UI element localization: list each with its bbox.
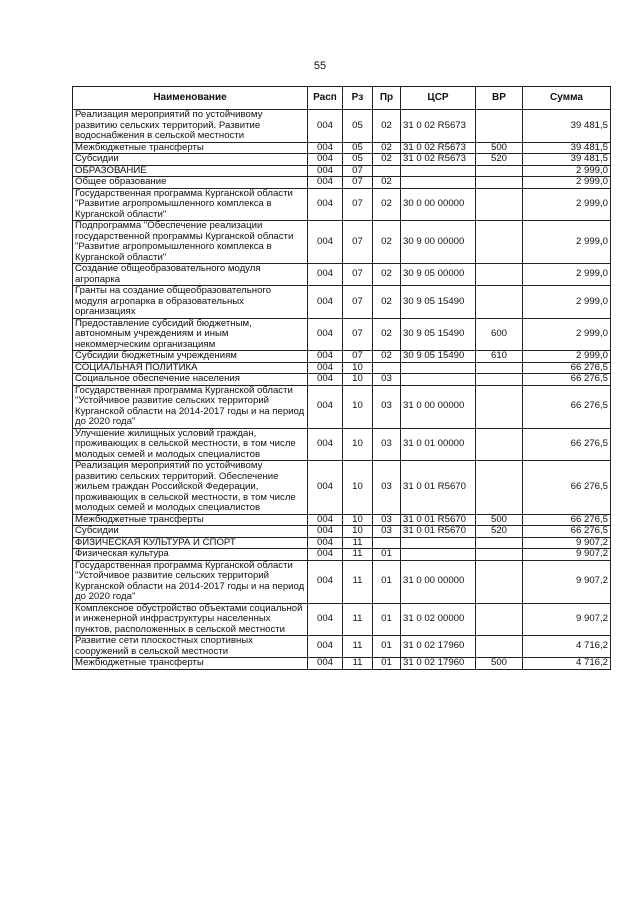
header-name: Наименование (73, 87, 308, 110)
table-header-row (73, 87, 611, 110)
table-row (73, 385, 611, 428)
cell-rasp: 004 (308, 351, 343, 363)
table-row (73, 362, 611, 374)
cell-rasp: 004 (308, 636, 343, 658)
cell-rz: 11 (343, 537, 373, 549)
cell-name: Субсидии (73, 526, 308, 538)
cell-rasp: 004 (308, 264, 343, 286)
cell-pr: 02 (373, 286, 401, 319)
cell-name: Межбюджетные трансферты (73, 514, 308, 526)
table-row (73, 537, 611, 549)
cell-sum: 2 999,0 (523, 286, 611, 319)
cell-csr: 31 0 02 R5673 (401, 154, 476, 166)
cell-sum: 2 999,0 (523, 221, 611, 264)
cell-rz: 05 (343, 142, 373, 154)
table-row (73, 658, 611, 670)
cell-csr (401, 549, 476, 561)
table-row (73, 318, 611, 351)
cell-rasp: 004 (308, 514, 343, 526)
cell-rasp: 004 (308, 221, 343, 264)
cell-rz: 07 (343, 286, 373, 319)
cell-vr (476, 537, 523, 549)
cell-pr: 03 (373, 526, 401, 538)
cell-pr: 03 (373, 374, 401, 386)
cell-csr: 31 0 01 R5670 (401, 526, 476, 538)
cell-csr: 31 0 00 00000 (401, 385, 476, 428)
cell-rz: 07 (343, 165, 373, 177)
cell-csr: 31 0 02 17960 (401, 636, 476, 658)
cell-name: СОЦИАЛЬНАЯ ПОЛИТИКА (73, 362, 308, 374)
cell-rz: 10 (343, 374, 373, 386)
cell-vr (476, 374, 523, 386)
cell-pr: 03 (373, 385, 401, 428)
table-row (73, 154, 611, 166)
cell-rasp: 004 (308, 362, 343, 374)
cell-rasp: 004 (308, 165, 343, 177)
table-row (73, 526, 611, 538)
cell-csr: 31 0 01 R5670 (401, 514, 476, 526)
table-row (73, 428, 611, 461)
cell-csr: 31 0 02 17960 (401, 658, 476, 670)
cell-sum: 2 999,0 (523, 188, 611, 221)
cell-name: Государственная программа Курганской области "Устойчивое развитие сельских территорий Курганской области на 2014-2017 годы и на период до 2020 года" (73, 385, 308, 428)
cell-pr: 02 (373, 110, 401, 143)
cell-pr: 03 (373, 428, 401, 461)
cell-pr: 02 (373, 142, 401, 154)
table-row (73, 264, 611, 286)
cell-sum: 9 907,2 (523, 537, 611, 549)
cell-sum: 4 716,2 (523, 658, 611, 670)
cell-name: Субсидии бюджетным учреждениям (73, 351, 308, 363)
cell-name: Реализация мероприятий по устойчивому развитию сельских территорий. Обеспечение жильем граждан Российской Федерации, проживающих в сельской местности, в том числе молодых семей и молодых специалистов (73, 461, 308, 515)
cell-vr (476, 286, 523, 319)
cell-name: Комплексное обустройство объектами социальной и инженерной инфраструктуры населенных пунктов, расположенных в сельской местности (73, 603, 308, 636)
cell-rz: 10 (343, 362, 373, 374)
cell-sum: 66 276,5 (523, 526, 611, 538)
cell-csr (401, 537, 476, 549)
cell-rasp: 004 (308, 142, 343, 154)
cell-vr (476, 603, 523, 636)
cell-vr (476, 362, 523, 374)
cell-rasp: 004 (308, 188, 343, 221)
table-row (73, 110, 611, 143)
cell-rz: 10 (343, 461, 373, 515)
cell-pr: 02 (373, 221, 401, 264)
cell-rz: 11 (343, 658, 373, 670)
cell-pr: 01 (373, 658, 401, 670)
cell-sum: 66 276,5 (523, 362, 611, 374)
cell-pr: 03 (373, 461, 401, 515)
cell-pr: 01 (373, 603, 401, 636)
header-rasp: Расп (308, 87, 343, 110)
cell-pr: 02 (373, 351, 401, 363)
cell-rz: 07 (343, 221, 373, 264)
cell-rasp: 004 (308, 658, 343, 670)
cell-sum: 2 999,0 (523, 318, 611, 351)
table-row (73, 351, 611, 363)
cell-rasp: 004 (308, 154, 343, 166)
cell-pr: 01 (373, 549, 401, 561)
header-vr: ВР (476, 87, 523, 110)
table-row (73, 636, 611, 658)
cell-rz: 11 (343, 549, 373, 561)
cell-sum: 66 276,5 (523, 428, 611, 461)
cell-vr: 500 (476, 514, 523, 526)
table-row (73, 177, 611, 189)
cell-name: Государственная программа Курганской области "Развитие агропромышленного комплекса в Курганской области" (73, 188, 308, 221)
cell-rz: 11 (343, 603, 373, 636)
cell-rz: 11 (343, 636, 373, 658)
cell-csr: 31 0 01 00000 (401, 428, 476, 461)
cell-name: Реализация мероприятий по устойчивому развитию сельских территорий. Развитие водоснабжения в сельской местности (73, 110, 308, 143)
cell-rz: 07 (343, 351, 373, 363)
cell-sum: 2 999,0 (523, 165, 611, 177)
cell-vr (476, 549, 523, 561)
cell-csr: 30 9 05 15490 (401, 318, 476, 351)
cell-csr: 31 0 02 R5673 (401, 110, 476, 143)
cell-name: Межбюджетные трансферты (73, 142, 308, 154)
cell-csr (401, 177, 476, 189)
cell-sum: 39 481,5 (523, 142, 611, 154)
cell-csr: 31 0 02 R5673 (401, 142, 476, 154)
cell-csr: 31 0 00 00000 (401, 560, 476, 603)
cell-sum: 9 907,2 (523, 549, 611, 561)
cell-rasp: 004 (308, 110, 343, 143)
cell-pr: 01 (373, 636, 401, 658)
cell-rz: 10 (343, 526, 373, 538)
cell-sum: 4 716,2 (523, 636, 611, 658)
cell-name: Подпрограмма "Обеспечение реализации государственной программы Курганской области "Развитие агропромышленного комплекса в Курганской области" (73, 221, 308, 264)
cell-vr (476, 636, 523, 658)
cell-pr: 02 (373, 318, 401, 351)
cell-rasp: 004 (308, 385, 343, 428)
cell-sum: 39 481,5 (523, 154, 611, 166)
cell-vr: 500 (476, 142, 523, 154)
cell-rasp: 004 (308, 461, 343, 515)
cell-csr (401, 165, 476, 177)
cell-name: Предоставление субсидий бюджетным, автономным учреждениям и иным некоммерческим организациям (73, 318, 308, 351)
cell-vr (476, 428, 523, 461)
cell-csr: 30 9 05 00000 (401, 264, 476, 286)
cell-vr (476, 385, 523, 428)
cell-csr: 30 9 05 15490 (401, 351, 476, 363)
cell-name: ОБРАЗОВАНИЕ (73, 165, 308, 177)
table-row (73, 549, 611, 561)
cell-pr: 02 (373, 154, 401, 166)
cell-pr (373, 362, 401, 374)
budget-table (72, 86, 611, 670)
cell-vr (476, 110, 523, 143)
header-csr: ЦСР (401, 87, 476, 110)
header-rz: Рз (343, 87, 373, 110)
cell-csr: 31 0 01 R5670 (401, 461, 476, 515)
cell-vr: 500 (476, 658, 523, 670)
table-row (73, 165, 611, 177)
table-row (73, 514, 611, 526)
cell-csr: 30 9 00 00000 (401, 221, 476, 264)
cell-csr: 30 9 05 15490 (401, 286, 476, 319)
cell-pr: 02 (373, 177, 401, 189)
cell-sum: 2 999,0 (523, 177, 611, 189)
cell-name: Развитие сети плоскостных спортивных сооружений в сельской местности (73, 636, 308, 658)
cell-rasp: 004 (308, 560, 343, 603)
cell-rz: 07 (343, 318, 373, 351)
cell-csr (401, 362, 476, 374)
cell-vr (476, 560, 523, 603)
table-row (73, 603, 611, 636)
cell-rz: 07 (343, 188, 373, 221)
cell-sum: 66 276,5 (523, 374, 611, 386)
cell-rasp: 004 (308, 549, 343, 561)
cell-name: Гранты на создание общеобразовательного модуля агропарка в образовательных организациях (73, 286, 308, 319)
cell-vr (476, 221, 523, 264)
cell-name: Межбюджетные трансферты (73, 658, 308, 670)
cell-vr: 600 (476, 318, 523, 351)
cell-rasp: 004 (308, 177, 343, 189)
cell-name: ФИЗИЧЕСКАЯ КУЛЬТУРА И СПОРТ (73, 537, 308, 549)
cell-rasp: 004 (308, 318, 343, 351)
cell-vr (476, 264, 523, 286)
cell-sum: 2 999,0 (523, 264, 611, 286)
cell-vr (476, 165, 523, 177)
table-row (73, 560, 611, 603)
cell-pr: 01 (373, 560, 401, 603)
cell-name: Социальное обеспечение населения (73, 374, 308, 386)
cell-csr (401, 374, 476, 386)
page-number: 55 (313, 60, 327, 72)
cell-rasp: 004 (308, 537, 343, 549)
cell-sum: 66 276,5 (523, 461, 611, 515)
cell-pr: 02 (373, 188, 401, 221)
cell-rasp: 004 (308, 526, 343, 538)
cell-rasp: 004 (308, 374, 343, 386)
cell-pr: 03 (373, 514, 401, 526)
cell-name: Физическая культура (73, 549, 308, 561)
cell-vr: 520 (476, 154, 523, 166)
cell-rz: 05 (343, 110, 373, 143)
cell-sum: 9 907,2 (523, 603, 611, 636)
cell-csr: 31 0 02 00000 (401, 603, 476, 636)
cell-rz: 07 (343, 264, 373, 286)
cell-rz: 10 (343, 385, 373, 428)
table-row (73, 221, 611, 264)
cell-name: Общее образование (73, 177, 308, 189)
cell-name: Создание общеобразовательного модуля агропарка (73, 264, 308, 286)
table-row (73, 142, 611, 154)
cell-pr (373, 537, 401, 549)
cell-vr (476, 188, 523, 221)
table-row (73, 188, 611, 221)
cell-sum: 39 481,5 (523, 110, 611, 143)
cell-vr: 520 (476, 526, 523, 538)
table-row (73, 461, 611, 515)
cell-rasp: 004 (308, 603, 343, 636)
cell-rz: 07 (343, 177, 373, 189)
cell-sum: 9 907,2 (523, 560, 611, 603)
cell-vr (476, 461, 523, 515)
cell-rasp: 004 (308, 428, 343, 461)
header-pr: Пр (373, 87, 401, 110)
cell-rz: 10 (343, 428, 373, 461)
header-sum: Сумма (523, 87, 611, 110)
cell-sum: 2 999,0 (523, 351, 611, 363)
cell-pr: 02 (373, 264, 401, 286)
cell-rz: 10 (343, 514, 373, 526)
table-body (73, 110, 611, 670)
cell-name: Субсидии (73, 154, 308, 166)
cell-rz: 11 (343, 560, 373, 603)
table-row (73, 286, 611, 319)
cell-vr (476, 177, 523, 189)
cell-pr (373, 165, 401, 177)
table-row (73, 374, 611, 386)
cell-sum: 66 276,5 (523, 385, 611, 428)
cell-rz: 05 (343, 154, 373, 166)
cell-vr: 610 (476, 351, 523, 363)
cell-name: Государственная программа Курганской области "Устойчивое развитие сельских территорий Курганской области на 2014-2017 годы и на период до 2020 года" (73, 560, 308, 603)
cell-name: Улучшение жилищных условий граждан, проживающих в сельской местности, в том числе молодых семей и молодых специалистов (73, 428, 308, 461)
cell-csr: 30 0 00 00000 (401, 188, 476, 221)
cell-sum: 66 276,5 (523, 514, 611, 526)
cell-rasp: 004 (308, 286, 343, 319)
